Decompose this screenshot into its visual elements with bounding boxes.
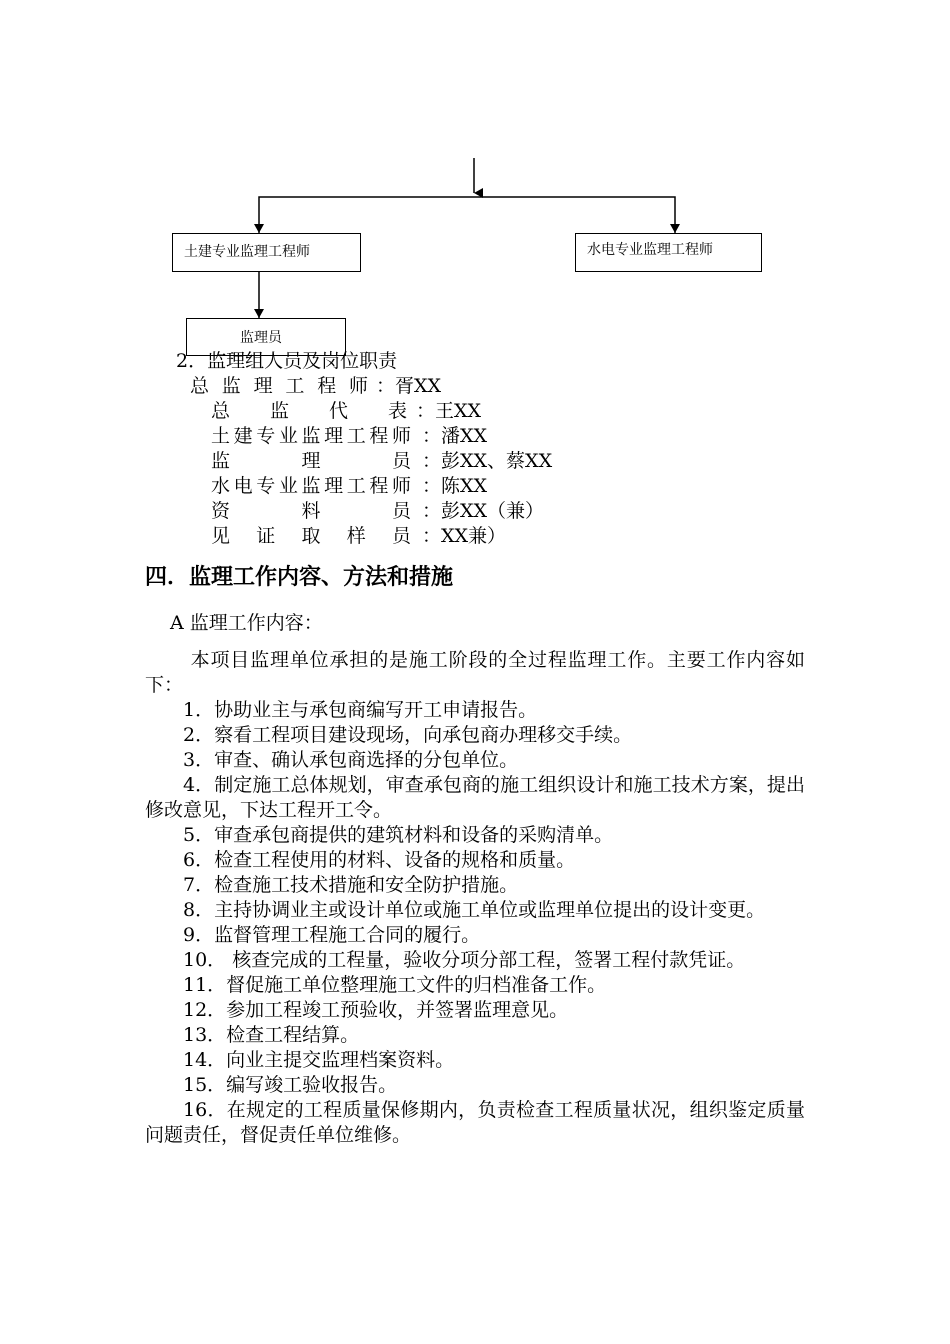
staff-role: 土建专业监理工程师 — [211, 425, 411, 447]
staff-value: ：胥XX — [376, 375, 442, 397]
staff-role: 水电专业监理工程师 — [211, 475, 411, 497]
staff-value: ：陈XX — [422, 475, 488, 497]
list-item: 6．检查工程使用的材料、设备的规格和质量。 — [183, 849, 576, 871]
staff-row — [211, 449, 552, 474]
work-content-list — [145, 648, 805, 1148]
staff-row — [211, 499, 544, 524]
arrow-to-civil — [254, 224, 264, 233]
staff-role: 见证取样员 — [211, 525, 411, 547]
list-item: 5．审查承包商提供的建筑材料和设备的采购清单。 — [183, 824, 614, 846]
staff-row — [190, 374, 441, 399]
list-item: 16．在规定的工程质量保修期内，负责检查工程质量状况，组织鉴定质量问题责任，督促责任单位维修。 — [145, 1099, 805, 1146]
list-item: 3．审查、确认承包商选择的分包单位。 — [183, 749, 519, 771]
list-item: 1．协助业主与承包商编写开工申请报告。 — [183, 699, 538, 721]
list-item: 7．检查施工技术措施和安全防护措施。 — [183, 874, 519, 896]
list-item: 13．检查工程结算。 — [183, 1024, 360, 1046]
staff-value: ：彭XX、蔡XX — [422, 450, 553, 472]
list-item: 2．察看工程项目建设现场，向承包商办理移交手续。 — [183, 724, 633, 746]
org-chart-connectors — [0, 0, 950, 360]
org-label-supervisor: 监理员 — [240, 330, 282, 346]
list-item: 11．督促施工单位整理施工文件的归档准备工作。 — [183, 974, 607, 996]
org-label-mep-engineer: 水电专业监理工程师 — [587, 242, 713, 258]
list-item: 14．向业主提交监理档案资料。 — [183, 1049, 455, 1071]
staff-row — [211, 399, 481, 424]
staff-role: 监理员 — [211, 450, 411, 472]
list-item: 15．编写竣工验收报告。 — [183, 1074, 398, 1096]
staff-role: 资料员 — [211, 500, 411, 522]
branch-line — [259, 197, 675, 233]
staff-value: ：王XX — [416, 400, 482, 422]
staff-value: ：XX兼） — [422, 525, 507, 547]
subsection-title: A 监理工作内容： — [170, 612, 323, 634]
intro-paragraph: 本项目监理单位承担的是施工阶段的全过程监理工作。主要工作内容如下： — [145, 649, 805, 696]
arrow-to-mep — [670, 224, 680, 233]
staff-role: 总监代表 — [211, 400, 407, 422]
list-item: 12．参加工程竣工预验收，并签署监理意见。 — [183, 999, 569, 1021]
list-item: 4．制定施工总体规划，审查承包商的施工组织设计和施工技术方案，提出修改意见，下达工程开工令。 — [145, 774, 805, 821]
staff-row — [211, 524, 506, 549]
staff-row — [211, 424, 487, 449]
org-label-civil-engineer: 土建专业监理工程师 — [184, 244, 310, 260]
list-item: 10． 核查完成的工程量，验收分项分部工程，签署工程付款凭证。 — [183, 949, 746, 971]
list-item: 9．监督管理工程施工合同的履行。 — [183, 924, 481, 946]
org-box-mep-engineer — [575, 233, 762, 272]
org-box-civil-engineer — [172, 233, 361, 272]
staff-row — [211, 474, 487, 499]
arrow-to-supervisor — [254, 309, 264, 318]
section-heading: 四．监理工作内容、方法和措施 — [145, 565, 454, 590]
staff-section-title: 2．监理组人员及岗位职责 — [176, 350, 398, 372]
list-item: 8．主持协调业主或设计单位或施工单位或监理单位提出的设计变更。 — [183, 899, 766, 921]
staff-value: ：彭XX（兼） — [422, 500, 545, 522]
staff-role: 总监理工程师 — [190, 375, 368, 397]
staff-value: ：潘XX — [422, 425, 488, 447]
